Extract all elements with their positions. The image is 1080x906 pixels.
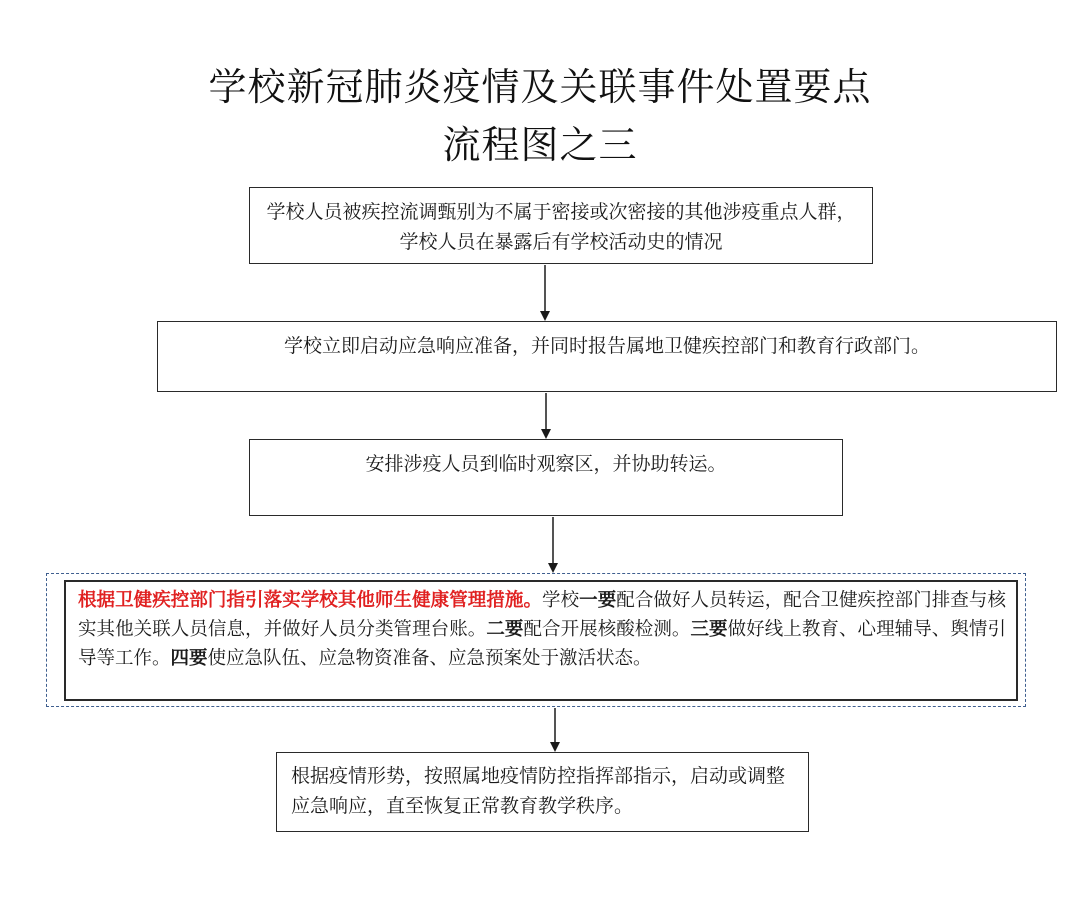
flow-step-1-text: 学校人员被疾控流调甄别为不属于密接或次密接的其他涉疫重点人群，学校人员在暴露后有学校活动史的情况: [266, 201, 856, 253]
flow-step-5-text: 根据疫情形势，按照属地疫情防控指挥部指示，启动或调整应急响应，直至恢复正常教育教学秩序。: [291, 765, 786, 817]
flow-step-5: [276, 752, 809, 832]
arrow-step4-to-step5: [550, 708, 560, 752]
flow-step-4-text-2: 配合做好人员转运，配合卫健疾控部门排查与核实其他关联人员信息，并做好人员分类管理台账。: [78, 590, 1006, 640]
arrow-step3-to-step4: [548, 517, 558, 573]
flow-step-4-text-1: 学校: [542, 590, 580, 611]
page-title: 学校新冠肺炎疫情及关联事件处置要点: [208, 65, 872, 109]
flow-step-4-text-4: 做好线上教育、心理辅导、舆情引导等工作。: [78, 619, 1006, 669]
flow-step-4-key-3: 三要: [690, 619, 728, 640]
arrow-step2-to-step3: [541, 393, 551, 439]
flow-step-4-text-5: 使应急队伍、应急物资准备、应急预案处于激活状态。: [207, 648, 652, 669]
flow-step-3: [249, 439, 843, 516]
flow-step-4-text-3: 配合开展核酸检测。: [523, 619, 691, 640]
flow-step-1: [249, 187, 873, 264]
arrow-step1-to-step2: [540, 265, 550, 321]
flow-step-4-key-1: 一要: [579, 590, 617, 611]
flow-step-4-lead: 根据卫健疾控部门指引落实学校其他师生健康管理措施。: [78, 590, 543, 611]
flow-step-3-text: 安排涉疫人员到临时观察区，并协助转运。: [365, 453, 727, 475]
page-subtitle: 流程图之三: [442, 123, 638, 167]
flow-step-2: [157, 321, 1057, 392]
flow-step-2-text: 学校立即启动应急响应准备，并同时报告属地卫健疾控部门和教育行政部门。: [283, 335, 930, 357]
flow-step-4-key-2: 二要: [486, 619, 524, 640]
flow-step-4-key-4: 四要: [170, 648, 208, 669]
flow-step-4: [64, 580, 1018, 701]
